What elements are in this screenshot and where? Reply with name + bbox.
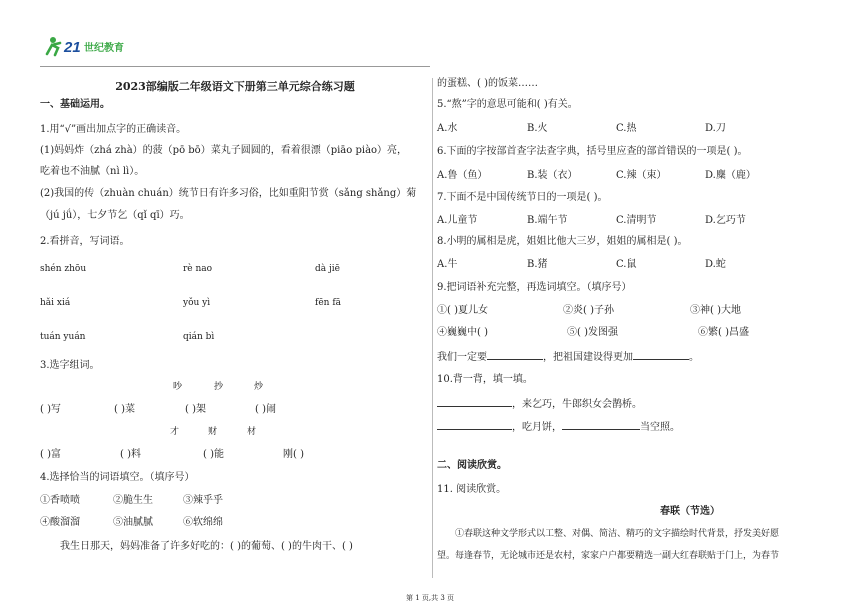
q2-prompt: 2.看拼音，写词语。 [40,236,130,247]
pinyin-item: rè nao [183,264,213,274]
q3-blank: 刚( ) [283,449,304,460]
q1-line: 吃着也不油腻（nì lì）。 [40,166,145,177]
q10-line [437,397,642,411]
q4-option: ③辣乎乎 [183,495,223,506]
char-option: 吵 [173,382,183,392]
continued-text: 的蛋糕、( )的饭菜…… [437,78,538,89]
answer-blank[interactable] [437,420,512,430]
char-option: 材 [247,427,257,437]
q7-option: A.儿童节 [437,215,478,226]
char-option: 炒 [254,382,264,392]
pinyin-item: yǒu yì [183,298,211,308]
q9-text: 我们一定要 [437,352,487,363]
pinyin-item: qián bì [183,332,215,342]
pinyin-item: hǎi xiá [40,298,71,308]
q9-prompt: 9.把词语补充完整，再选词填空。（填序号） [437,282,632,293]
q10-text: ，吃月饼， [512,422,562,433]
svg-text:世纪教育: 世纪教育 [84,43,124,54]
q7-option: C.清明节 [616,215,657,226]
q9-item: ①( )夏儿女 [437,305,488,316]
q9-item: ④巍巍中( ) [437,327,488,338]
q3-blank: ( )富 [40,449,61,460]
q7-option: B.端午节 [527,215,568,226]
q3-blank: ( )料 [120,449,141,460]
q4-option: ②脆生生 [113,495,153,506]
q10-line [437,420,680,434]
q9-item: ②炎( )子孙 [563,305,614,316]
q6-option: B.装（衣） [527,170,578,181]
q8-option: C.鼠 [616,259,637,270]
q4-option: ①香喷喷 [40,495,80,506]
pinyin-item: shén zhōu [40,264,87,274]
q1-line: （jú jǘ），七夕节乞（qǐ qī）巧。 [40,210,190,221]
q5-option: C.热 [616,123,637,134]
q5-prompt: 5.“熬”字的意思可能和( )有关。 [437,99,578,110]
q5-option: A.水 [437,123,458,134]
q6-option: C.辣（束） [616,170,667,181]
q3-blank: ( )菜 [114,404,135,415]
q9-item: ⑤( )发图强 [567,327,618,338]
char-option: 财 [208,427,218,437]
answer-blank[interactable] [487,350,543,360]
pinyin-item: tuán yuán [40,332,86,342]
logo-21shiji [44,36,144,58]
answer-blank[interactable] [562,420,640,430]
page-footer: 第 1 页,共 3 页 [405,594,455,602]
column-divider [432,78,433,578]
q8-option: A.牛 [437,259,458,270]
q8-prompt: 8.小明的属相是虎，姐姐比他大三岁，姐姐的属相是( )。 [437,236,688,247]
q3-blank: ( )能 [203,449,224,460]
q4-text: 我生日那天，妈妈准备了许多好吃的：( )的葡萄、( )的牛肉干、( ) [60,541,353,552]
q4-option: ⑤油腻腻 [113,517,153,528]
q11-prompt: 11. 阅读欣赏。 [437,484,507,495]
q6-option: D.麋（鹿） [705,170,756,181]
q4-option: ④酸溜溜 [40,517,80,528]
header-rule [40,66,430,67]
q9-item: ③神( )大地 [690,305,741,316]
q1-line: (2)我国的传（zhuàn chuán）统节日有许多习俗，比如重阳节赏（sǎng shǎng）菊 [40,188,417,199]
q8-option: B.猪 [527,259,548,270]
q9-item: ⑥繁( )昌盛 [698,327,749,338]
q9-text: 。 [689,352,699,363]
svg-text:21: 21 [64,39,81,56]
q6-prompt: 6.下面的字按部首查字法查字典，括号里应查的部首错误的一项是( )。 [437,146,748,157]
section-heading: 二、阅读欣赏。 [437,460,507,471]
q3-blank: ( )写 [40,404,61,415]
q3-prompt: 3.选字组词。 [40,360,100,371]
page-title: 2023部编版二年级语文下册第三单元综合练习题 [115,80,355,93]
q7-option: D.乞巧节 [705,215,746,226]
q3-blank: ( )闹 [255,404,276,415]
q3-blank: ( )架 [185,404,206,415]
char-option: 抄 [214,382,224,392]
q6-option: A.鲁（鱼） [437,170,488,181]
q5-option: D.刀 [705,123,726,134]
q8-option: D.蛇 [705,259,726,270]
q9-sentence [437,350,699,364]
poem-title: 春联（节选） [660,506,720,517]
pinyin-item: fēn fā [315,298,342,308]
q4-option: ⑥软绵绵 [183,517,223,528]
reading-passage: ①春联这种文学形式以工整、对偶、简洁、精巧的文字描绘时代背景，抒发美好愿 [455,529,780,539]
section-heading: 一、基础运用。 [40,99,110,110]
q7-prompt: 7.下面不是中国传统节日的一项是( )。 [437,192,608,203]
answer-blank[interactable] [633,350,689,360]
reading-passage: 望。每逢春节，无论城市还是农村，家家户户都要精选一副大红春联贴于门上，为春节 [437,551,780,561]
q1-prompt: 1.用“√”画出加点字的正确读音。 [40,124,187,135]
answer-blank[interactable] [437,397,512,407]
q10-prompt: 10.背一背，填一填。 [437,374,533,385]
q10-text: 当空照。 [640,422,680,433]
q4-prompt: 4.选择恰当的词语填空。（填序号） [40,472,195,483]
char-option: 才 [170,427,180,437]
q1-line: (1)妈妈炸（zhá zhà）的菠（pō bō）菜丸子圆圆的，看着很漂（piāo piào）亮， [40,145,408,156]
pinyin-item: dà jiē [315,264,340,274]
q5-option: B.火 [527,123,548,134]
q9-text: ，把祖国建设得更加 [543,352,633,363]
q10-text: ，来乞巧，牛郎织女会鹊桥。 [512,399,642,410]
